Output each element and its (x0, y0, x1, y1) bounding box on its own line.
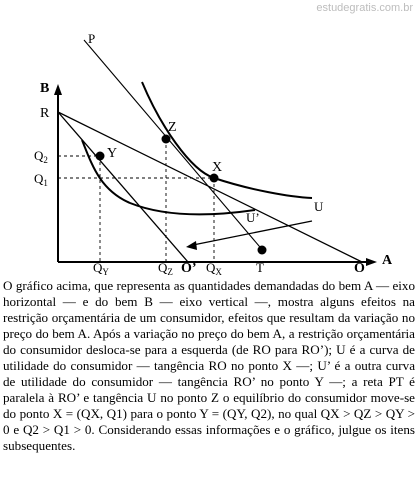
point-Y (96, 152, 105, 161)
label-O-prime: O’ (181, 261, 197, 276)
label-U-prime: U’ (246, 210, 260, 225)
site-watermark: estudegratis.com.br (316, 2, 413, 14)
label-QX: $Q_X$ (206, 260, 222, 277)
shift-arrow-head (186, 241, 197, 250)
vertical-axis-arrow (54, 84, 62, 95)
label-Q1: $Q_1$ (34, 171, 48, 188)
label-T: T (256, 260, 264, 275)
label-B: B (40, 81, 50, 96)
point-T (258, 246, 267, 255)
label-Y: Y (107, 146, 118, 161)
label-QZ: $Q_Z$ (158, 260, 173, 277)
label-R: R (40, 106, 50, 121)
budget-line-RO (58, 112, 362, 262)
label-QY: $Q_Y$ (93, 260, 109, 277)
label-X: X (212, 160, 223, 175)
question-statement: O gráfico acima, que representa as quantidades demandadas do bem A — eixo horizontal — e do bem B — eixo vertical —, mostra alguns efeitos na restrição orçamentária de um consumidor, efeitos que resultam da variação no preço do bem A. Após a variação no preço do bem A, a restrição orçamentária do consumidor desloca-se para a esquerda (de RO para RO’); U é a curva de utilidade do consumidor — tangência RO no ponto X —; U’ é a outra curva de utilidade do consumidor — tangência RO’ no ponto Y —; a reta PT é paralela à RO’ e tangência U no ponto Z o equilíbrio do consumidor move-se do ponto X = (QX, Q1) para o ponto Y = (QY, Q2), no qual QX > QZ > QY > 0 e Q2 > Q1 > 0. Considerando essas informações e o gráfico, julgue os itens subsequentes. (3, 278, 415, 453)
label-P: P (88, 31, 96, 46)
label-Q2: $Q_2$ (34, 148, 48, 165)
label-U: U (314, 199, 324, 214)
label-A: A (382, 253, 393, 268)
label-O: O (354, 261, 365, 276)
label-Z: Z (168, 120, 177, 135)
point-Z (162, 135, 171, 144)
horizontal-axis-arrow (366, 258, 377, 266)
